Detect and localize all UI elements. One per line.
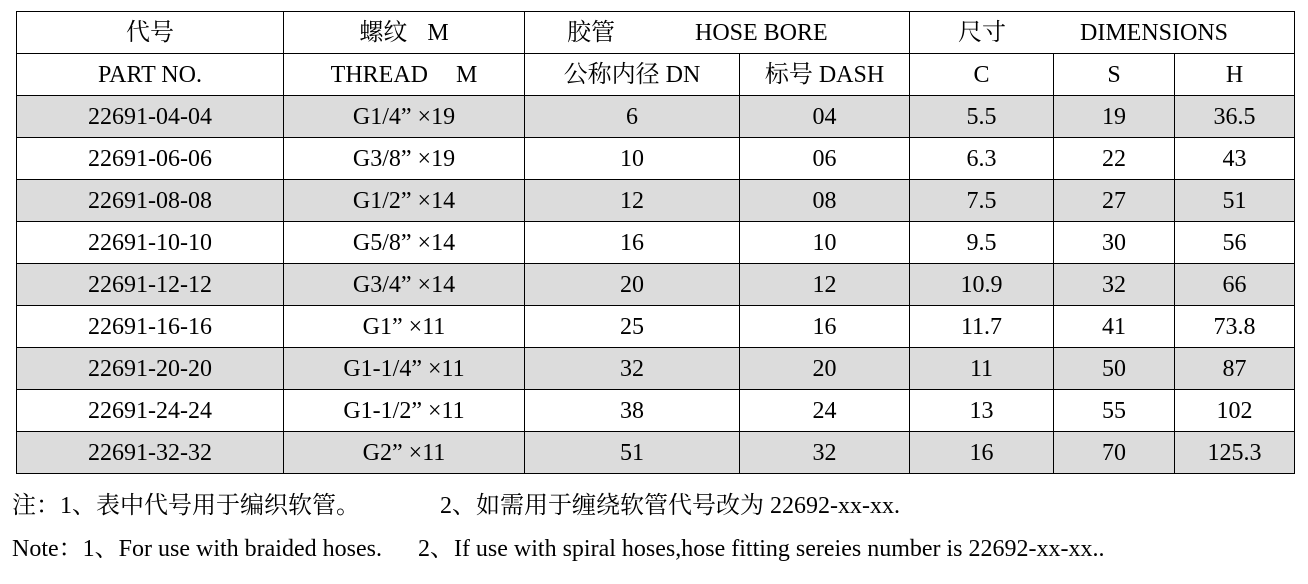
header-code-label: 代号 — [126, 19, 174, 46]
header-hose-bore — [525, 12, 910, 54]
cell-thread: G3/4” ×14 — [284, 264, 525, 306]
cell-c: 11.7 — [910, 306, 1054, 348]
header-c-label: C — [973, 61, 990, 88]
header-part-no — [17, 54, 284, 96]
table-row — [17, 432, 1295, 474]
header-thread-en-m: M — [455, 61, 478, 88]
cell-dn: 32 — [525, 348, 740, 390]
table-row — [17, 348, 1295, 390]
cell-s: 41 — [1054, 306, 1175, 348]
table-row — [17, 222, 1295, 264]
table-row — [17, 390, 1295, 432]
cell-h: 73.8 — [1175, 306, 1295, 348]
cell-h: 66 — [1175, 264, 1295, 306]
cell-c: 5.5 — [910, 96, 1054, 138]
cell-dn: 25 — [525, 306, 740, 348]
cell-dash: 10 — [740, 222, 910, 264]
cell-c: 11 — [910, 348, 1054, 390]
header-dn — [525, 54, 740, 96]
header-thread-en-label: THREAD — [330, 61, 428, 88]
header-part-no-label: PART NO. — [98, 61, 202, 88]
table-row — [17, 138, 1295, 180]
cell-s: 27 — [1054, 180, 1175, 222]
cell-part-no: 22691-20-20 — [17, 348, 284, 390]
cell-s: 55 — [1054, 390, 1175, 432]
cell-dash: 06 — [740, 138, 910, 180]
note-en-2: 2、If use with spiral hoses,hose fitting sereies number is 22692-xx-xx.. — [417, 536, 1105, 562]
cell-part-no: 22691-24-24 — [17, 390, 284, 432]
cell-s: 30 — [1054, 222, 1175, 264]
cell-dn: 51 — [525, 432, 740, 474]
header-hose-en: HOSE BORE — [695, 19, 828, 46]
header-thread-m: M — [427, 19, 449, 46]
note-en-1: Note：1、For use with braided hoses. — [12, 536, 382, 562]
cell-h: 56 — [1175, 222, 1295, 264]
cell-thread: G1/4” ×19 — [284, 96, 525, 138]
cell-c: 16 — [910, 432, 1054, 474]
cell-dn: 16 — [525, 222, 740, 264]
cell-dn: 20 — [525, 264, 740, 306]
table-row — [17, 306, 1295, 348]
cell-dn: 6 — [525, 96, 740, 138]
cell-dash: 32 — [740, 432, 910, 474]
cell-thread: G1” ×11 — [284, 306, 525, 348]
cell-s: 22 — [1054, 138, 1175, 180]
cell-part-no: 22691-06-06 — [17, 138, 284, 180]
cell-thread: G3/8” ×19 — [284, 138, 525, 180]
table-row — [17, 180, 1295, 222]
cell-c: 7.5 — [910, 180, 1054, 222]
header-row-1 — [17, 12, 1295, 54]
header-thread — [284, 12, 525, 54]
header-dims-cn: 尺寸 — [958, 19, 1006, 46]
cell-c: 13 — [910, 390, 1054, 432]
cell-dash: 04 — [740, 96, 910, 138]
cell-part-no: 22691-04-04 — [17, 96, 284, 138]
header-s-label: S — [1107, 61, 1121, 88]
cell-dash: 16 — [740, 306, 910, 348]
cell-c: 9.5 — [910, 222, 1054, 264]
header-code — [17, 12, 284, 54]
header-dimensions — [910, 12, 1295, 54]
cell-dn: 12 — [525, 180, 740, 222]
cell-c: 6.3 — [910, 138, 1054, 180]
cell-h: 87 — [1175, 348, 1295, 390]
cell-thread: G1-1/4” ×11 — [284, 348, 525, 390]
cell-h: 43 — [1175, 138, 1295, 180]
cell-part-no: 22691-16-16 — [17, 306, 284, 348]
header-dn-label: 公称内径 DN — [563, 61, 701, 88]
cell-thread: G2” ×11 — [284, 432, 525, 474]
table-row — [17, 264, 1295, 306]
cell-h: 36.5 — [1175, 96, 1295, 138]
cell-h: 51 — [1175, 180, 1295, 222]
header-h-label: H — [1225, 61, 1244, 88]
note-cn-1: 注：1、表中代号用于编织软管。 — [12, 493, 360, 519]
header-dash — [740, 54, 910, 96]
header-h — [1175, 54, 1295, 96]
cell-s: 70 — [1054, 432, 1175, 474]
header-s — [1054, 54, 1175, 96]
cell-thread: G1/2” ×14 — [284, 180, 525, 222]
cell-h: 125.3 — [1175, 432, 1295, 474]
note-chinese — [12, 494, 900, 518]
cell-s: 50 — [1054, 348, 1175, 390]
cell-h: 102 — [1175, 390, 1295, 432]
spec-table — [16, 11, 1295, 474]
header-thread-en — [284, 54, 525, 96]
header-c — [910, 54, 1054, 96]
cell-thread: G1-1/2” ×11 — [284, 390, 525, 432]
note-cn-2: 2、如需用于缠绕软管代号改为 22692-xx-xx. — [440, 493, 900, 519]
note-english — [12, 537, 1105, 561]
header-row-2 — [17, 54, 1295, 96]
cell-dash: 12 — [740, 264, 910, 306]
cell-thread: G5/8” ×14 — [284, 222, 525, 264]
cell-dash: 08 — [740, 180, 910, 222]
cell-dash: 20 — [740, 348, 910, 390]
cell-part-no: 22691-32-32 — [17, 432, 284, 474]
cell-dn: 10 — [525, 138, 740, 180]
table-row — [17, 96, 1295, 138]
cell-dn: 38 — [525, 390, 740, 432]
header-dash-label: 标号 DASH — [764, 61, 885, 88]
cell-c: 10.9 — [910, 264, 1054, 306]
header-thread-cn: 螺纹 — [359, 19, 408, 46]
cell-s: 19 — [1054, 96, 1175, 138]
cell-part-no: 22691-12-12 — [17, 264, 284, 306]
header-dims-en: DIMENSIONS — [1080, 19, 1229, 46]
cell-part-no: 22691-08-08 — [17, 180, 284, 222]
cell-s: 32 — [1054, 264, 1175, 306]
cell-part-no: 22691-10-10 — [17, 222, 284, 264]
header-hose-cn: 胶管 — [567, 19, 615, 46]
cell-dash: 24 — [740, 390, 910, 432]
